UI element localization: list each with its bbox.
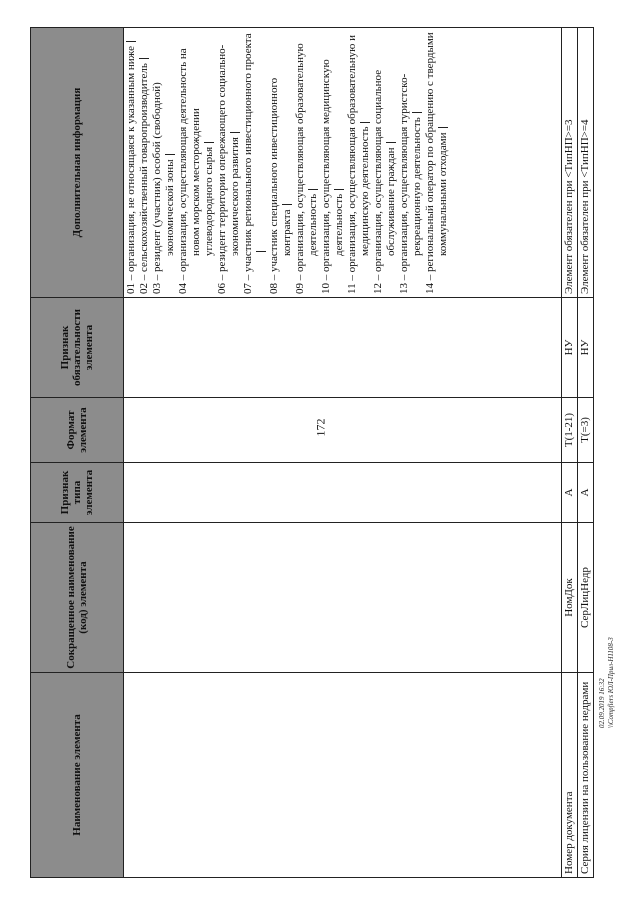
cell-name: Номер документа <box>562 673 578 878</box>
cell-type: А <box>578 463 594 523</box>
cell-required: НУ <box>562 298 578 398</box>
info-item: 12 – организация, осуществляющая социальное обслуживание граждан <box>372 69 397 294</box>
cell-empty <box>124 523 562 673</box>
info-item: 03 – резидент (участник) особой (свободной) экономической зоны <box>151 82 176 294</box>
footer-stamp <box>598 588 616 728</box>
info-item: 11 – организация, осуществляющая образовательную и медицинскую деятельность <box>346 35 371 294</box>
rotated-table-container <box>30 28 591 878</box>
cell-code: НомДок <box>562 523 578 673</box>
table-row-continuation <box>124 28 562 878</box>
header-name: Наименование элемента <box>31 673 124 878</box>
cell-name: Серия лицензии на пользование недрами <box>578 673 594 878</box>
footer-line: \\Compfiers ЮЛ-Прил-Н1108-3 <box>607 637 615 728</box>
table-row <box>578 28 594 878</box>
cell-empty <box>124 463 562 523</box>
info-item: 10 – организация, осуществляющая медицинскую деятельность <box>320 59 345 294</box>
info-item: 07 – участник регионального инвестиционного проекта <box>242 31 268 294</box>
table-row <box>562 28 578 878</box>
cell-info: Элемент обязателен при <ТипНП>=3 <box>562 28 578 298</box>
info-item: 13 – организация, осуществляющая туристско-рекреационную деятельность <box>398 73 423 294</box>
info-item: 08 – участник специального инвестиционного контракта <box>268 77 293 294</box>
cell-required: НУ <box>578 298 594 398</box>
footer-line: 02.09.2019 16:32 <box>598 678 606 728</box>
cell-empty <box>124 673 562 878</box>
info-item: 14 – региональный оператор по обращению с твердыми коммунальными отходами <box>424 32 449 294</box>
table-header-row <box>31 28 124 878</box>
cell-empty <box>124 398 562 463</box>
page-number: 172 <box>313 418 328 437</box>
header-code: Сокращенное наименование (код) элемента <box>31 523 124 673</box>
info-item: 06 – резидент территории опережающего социально-экономического развития <box>216 44 241 294</box>
info-item: 09 – организация, осуществляющая образовательную деятельность <box>294 43 319 294</box>
cell-type: А <box>562 463 578 523</box>
header-format: Формат элемента <box>31 398 124 463</box>
header-info: Дополнительная информация <box>31 28 124 298</box>
cell-info: Элемент обязателен при <ТипНП>=4 <box>578 28 594 298</box>
info-item: 02 – сельскохозяйственный товаропроизводитель <box>138 31 151 294</box>
cell-format: T(1-21) <box>562 398 578 463</box>
cell-format: T(=3) <box>578 398 594 463</box>
cell-empty <box>124 298 562 398</box>
info-item: 04 – организация, осуществляющая деятельность на новом морском месторождении углеводородного сырья <box>177 48 215 294</box>
cell-code: СерЛицНедр <box>578 523 594 673</box>
cell-info-list <box>124 28 562 298</box>
header-required: Признак обязательности элемента <box>31 298 124 398</box>
info-item: 01 – организация, не относящаяся к указанным ниже <box>125 31 138 294</box>
elements-table <box>30 27 594 878</box>
header-type: Признак типа элемента <box>31 463 124 523</box>
